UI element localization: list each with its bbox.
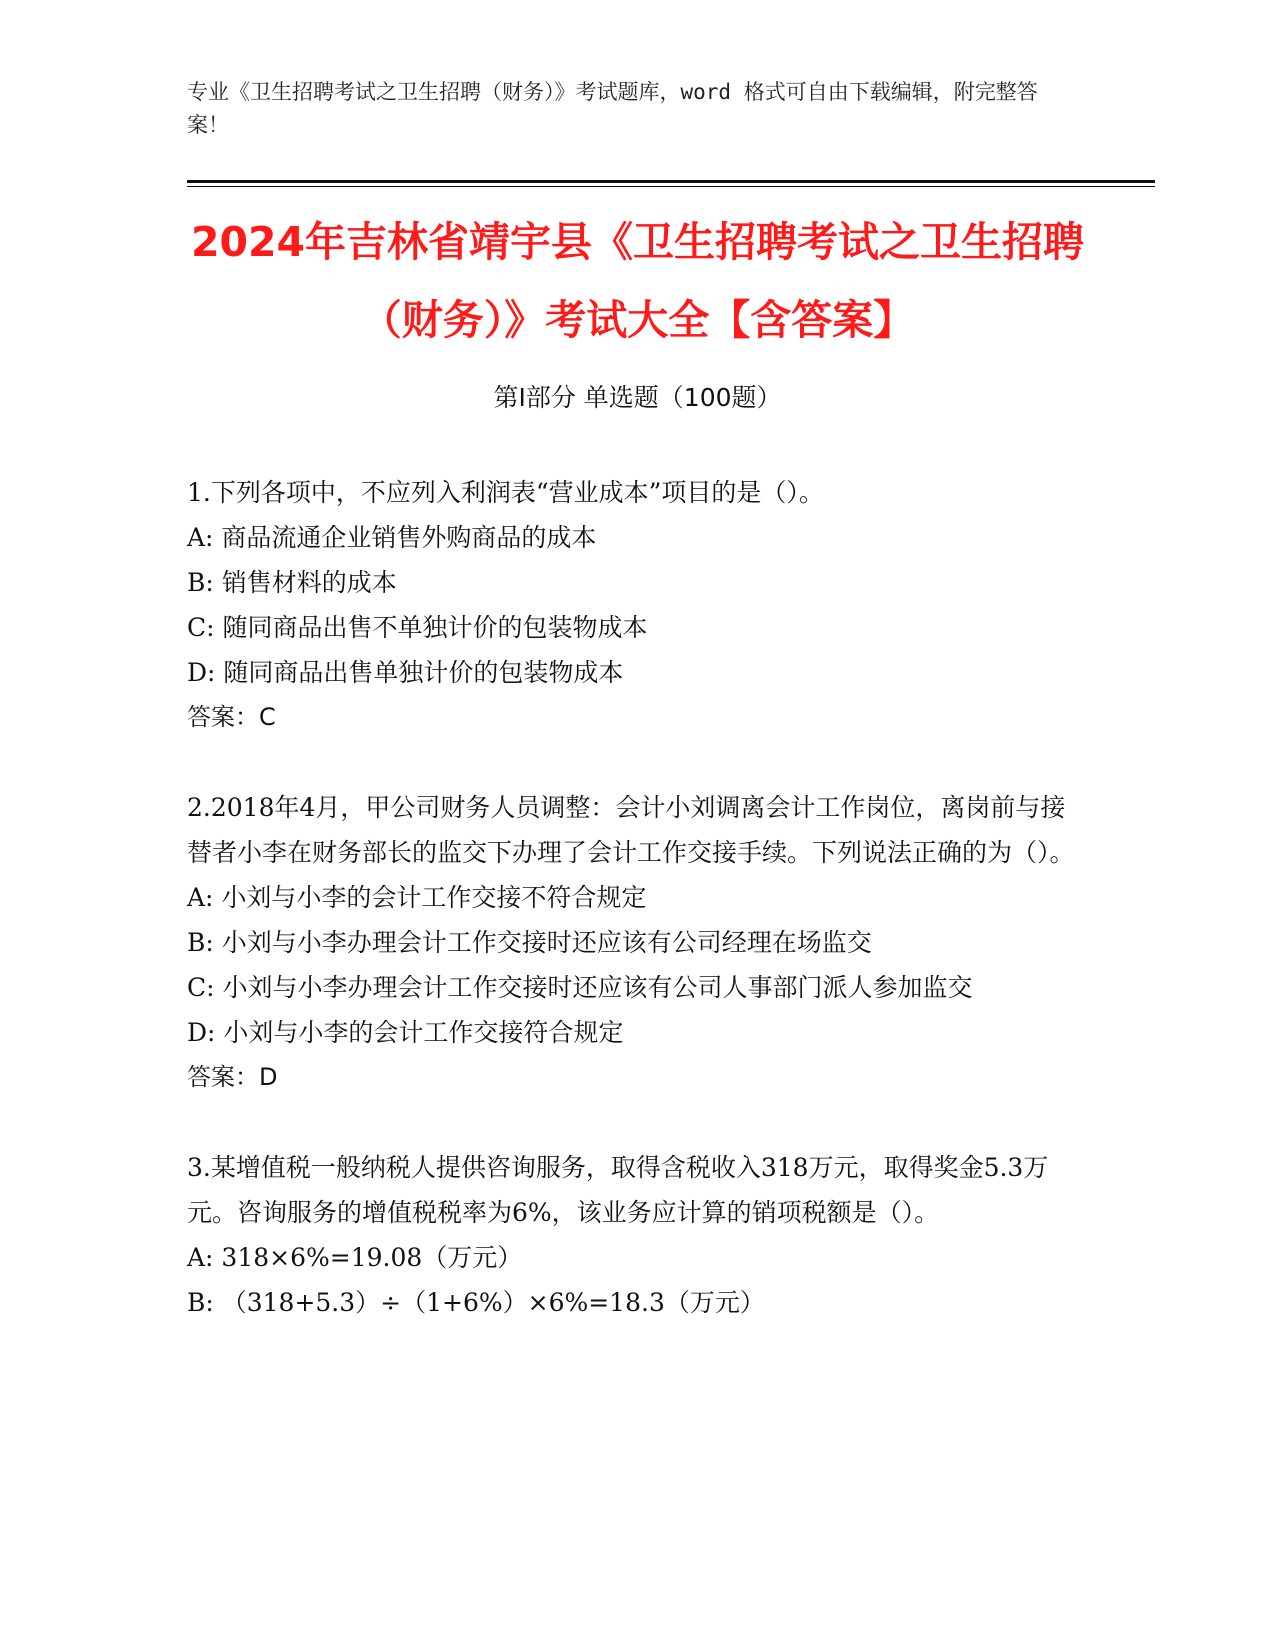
header-note: 专业《卫生招聘考试之卫生招聘（财务）》考试题库，word 格式可自由下载编辑，附完整答案！ xyxy=(187,80,1038,137)
question-stem: 2.2018年4月，甲公司财务人员调整：会计小刘调离会计工作岗位，离岗前与接替者小李在财务部长的监交下办理了会计工作交接手续。下列说法正确的为（）。 xyxy=(187,793,1075,867)
option-d: D: 小刘与小李的会计工作交接符合规定 xyxy=(187,1018,624,1047)
option-d: D: 随同商品出售单独计价的包装物成本 xyxy=(187,658,624,687)
option-c: C: 随同商品出售不单独计价的包装物成本 xyxy=(187,613,648,642)
question-list xyxy=(187,470,1077,1370)
option-c: C: 小刘与小李办理会计工作交接时还应该有公司人事部门派人参加监交 xyxy=(187,973,973,1002)
option-b: B: 销售材料的成本 xyxy=(187,568,397,597)
header-divider xyxy=(187,180,1155,183)
option-a: A: 商品流通企业销售外购商品的成本 xyxy=(187,523,597,552)
question-item xyxy=(187,470,1077,740)
option-a: A: 小刘与小李的会计工作交接不符合规定 xyxy=(187,883,647,912)
answer-label: 答案：D xyxy=(187,1063,278,1091)
question-stem: 1.下列各项中，不应列入利润表“营业成本”项目的是（）。 xyxy=(187,478,824,507)
option-b: B: （318+5.3）÷（1+6%）×6%=18.3（万元） xyxy=(187,1288,765,1317)
question-stem: 3.某增值税一般纳税人提供咨询服务，取得含税收入318万元，取得奖金5.3万元。咨询服务的增值税税率为6%，该业务应计算的销项税额是（）。 xyxy=(187,1153,1049,1227)
option-b: B: 小刘与小李办理会计工作交接时还应该有公司经理在场监交 xyxy=(187,928,872,957)
question-item xyxy=(187,785,1077,1100)
option-a: A: 318×6%=19.08（万元） xyxy=(187,1243,523,1272)
header-divider-thin xyxy=(187,186,1155,187)
question-item xyxy=(187,1145,1077,1325)
answer-label: 答案：C xyxy=(187,703,276,731)
section-title: 第Ⅰ部分 单选题（100题） xyxy=(493,383,782,412)
document-title: 2024年吉林省靖宇县《卫生招聘考试之卫生招聘（财务）》考试大全【含答案】 xyxy=(190,218,1085,344)
